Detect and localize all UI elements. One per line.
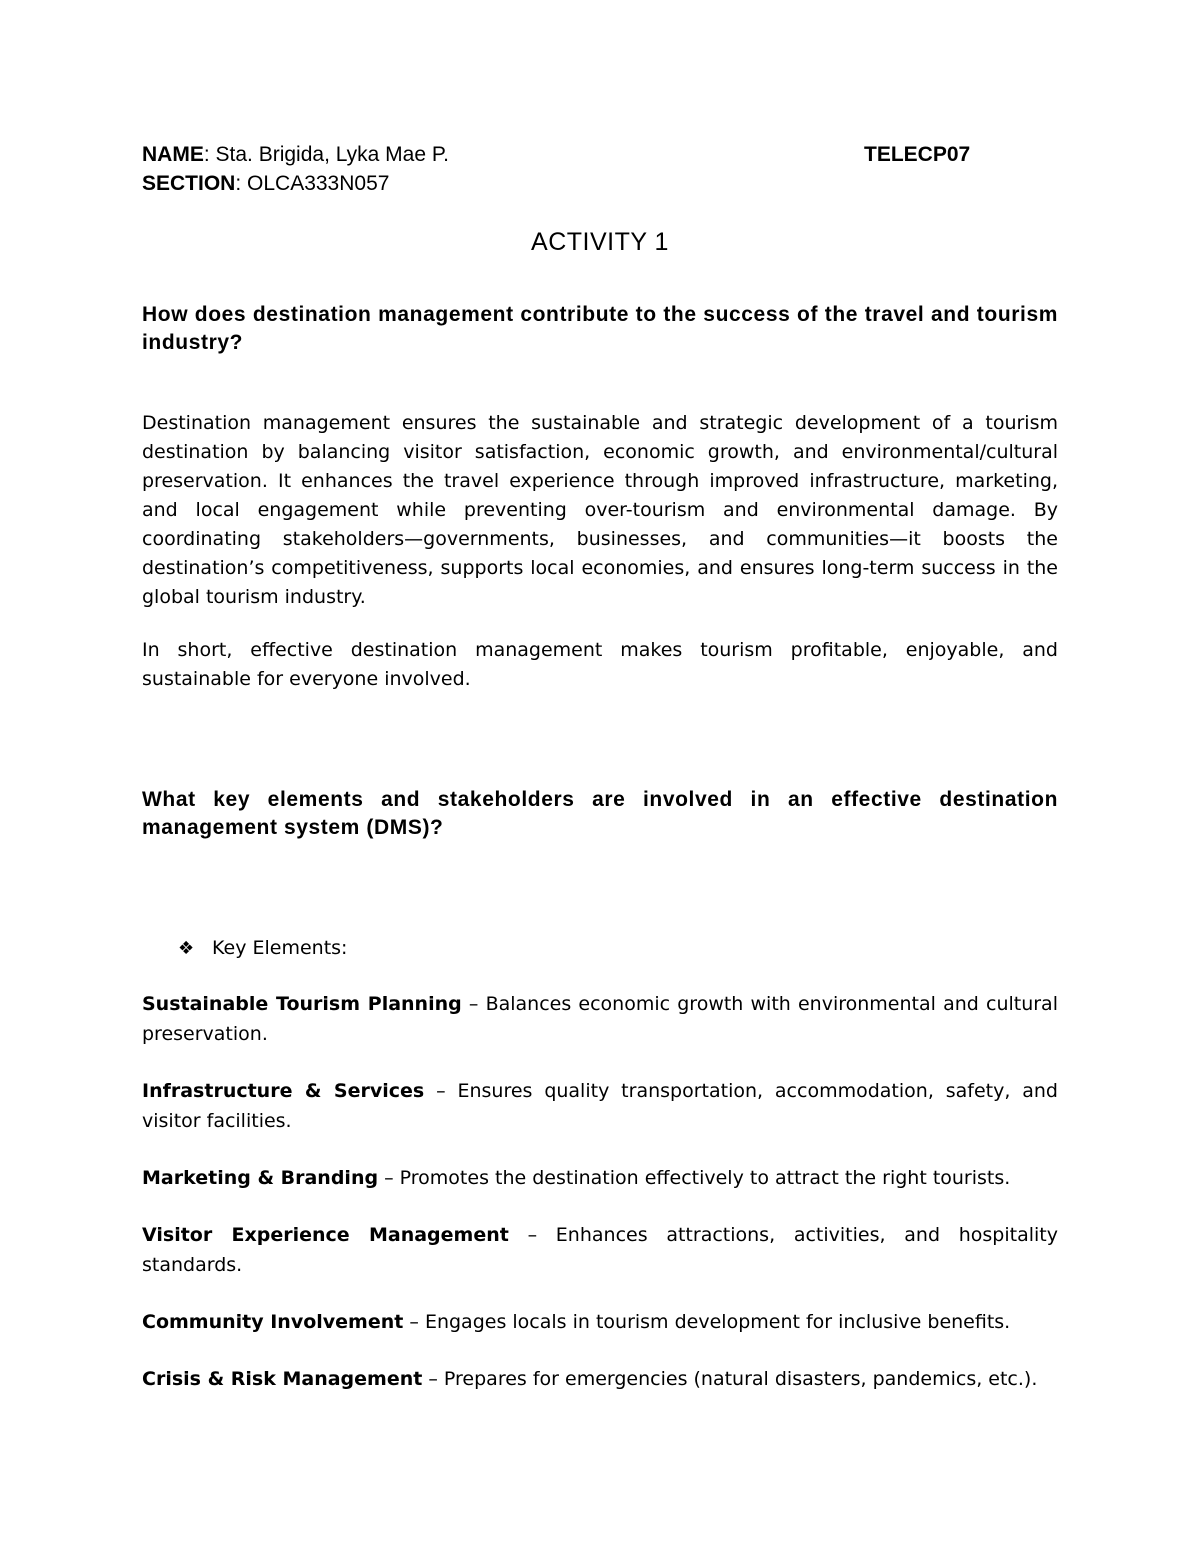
element-item [142,1163,1058,1193]
element-description: – Engages locals in tourism development for inclusive benefits. [403,1311,1011,1333]
diamond-bullet-icon: ❖ [178,938,195,959]
element-term: Crisis & Risk Management [142,1368,423,1390]
element-term: Community Involvement [142,1311,404,1333]
element-item [142,1307,1058,1337]
document-content [142,140,1058,1394]
element-description: – Ensures quality transportation, accommodation, safety, and visitor facilities. [142,1080,1058,1132]
section-label: SECTION [142,172,236,195]
element-description: – Balances economic growth with environmental and cultural preservation. [142,993,1058,1045]
element-item [142,1364,1058,1394]
element-term: Visitor Experience Management [142,1224,509,1246]
course-code: TELECP07 [864,143,971,166]
answer-1-paragraph-2: In short, effective destination management makes tourism profitable, enjoyable, and sustainable for everyone involved. [142,639,1058,690]
element-description: – Enhances attractions, activities, and hospitality standards. [142,1224,1058,1276]
element-item [142,1220,1058,1280]
name-value: : Sta. Brigida, Lyka Mae P. [203,143,449,166]
answer-1-paragraph-1: Destination management ensures the sustainable and strategic development of a tourism destination by balancing visitor satisfaction, economic growth, and environmental/cultural preservation. It enhances the travel experience through improved infrastructure, marketing, and local engagement while preventing over-tourism and environmental damage. By coordinating stakeholders—governments, businesses, and communities—it boosts the destination’s competitiveness, supports local economies, and ensures long-term success in the global tourism industry. [142,412,1058,608]
name-line [142,140,1058,169]
element-item [142,1076,1058,1136]
key-elements-bullet [142,934,1058,963]
element-term: Marketing & Branding [142,1167,379,1189]
section-value: : OLCA333N057 [235,172,390,195]
name-label: NAME [142,143,204,166]
element-item [142,989,1058,1049]
element-term: Sustainable Tourism Planning [142,993,462,1015]
section-line [142,169,1058,198]
question-1: How does destination management contribute to the success of the travel and tourism industry? [142,303,1058,354]
activity-title: ACTIVITY 1 [531,228,669,256]
element-description: – Prepares for emergencies (natural disasters, pandemics, etc.). [422,1368,1038,1390]
element-description: – Promotes the destination effectively to attract the right tourists. [378,1167,1011,1189]
key-elements-heading: Key Elements: [212,937,348,959]
element-term: Infrastructure & Services [142,1080,425,1102]
question-2: What key elements and stakeholders are involved in an effective destination management system (DMS)? [142,788,1058,839]
